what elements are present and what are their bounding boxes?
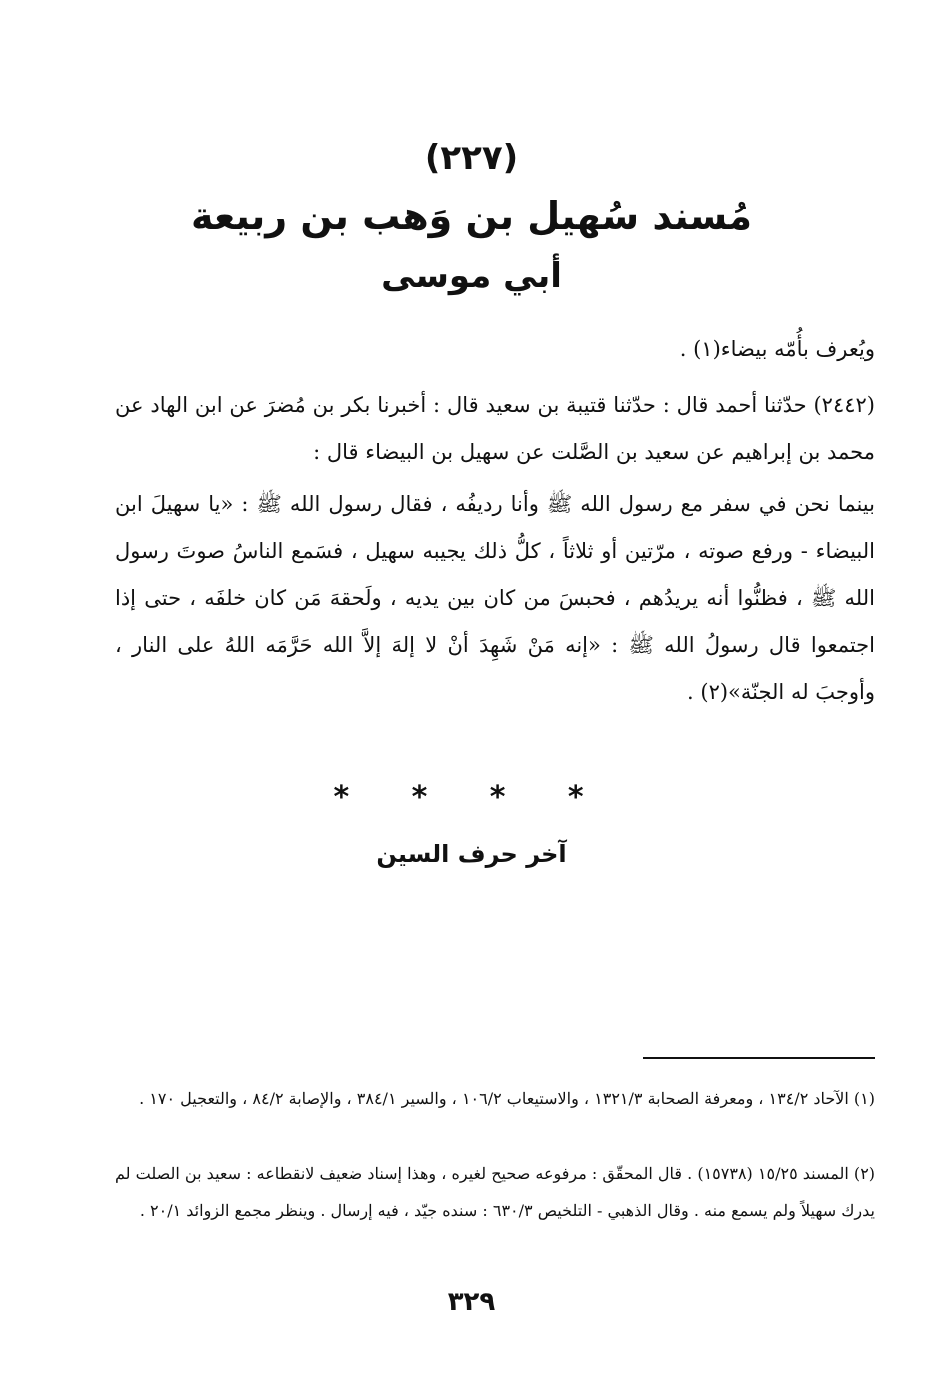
footnote-2: (٢) المسند ١٥/٢٥ (١٥٧٣٨) . قال المحقّق : مرفوعه صحيح لغيره ، وهذا إسناد ضعيف لانقطاعه : سعيد بن الصلت لم يدرك سهيلاً ولم يسمع منه . وقال الذهبي - التلخيص ٦٣٠/٣ : سنده جيّد ، فيه إرسال . وينظر مجمع الزوائد ٢٠/١ . xyxy=(115,1164,876,1220)
footnote-1: (١) الآحاد ١٣٤/٢ ، ومعرفة الصحابة ١٣٢١/٣ ، والاستيعاب ١٠٦/٢ ، والسير ٣٨٤/١ ، والإصابة ٨٤/٢ ، والتعجيل ١٧٠ . xyxy=(139,1089,875,1108)
hadith-text-paragraph: بينما نحن في سفر مع رسول الله ﷺ وأنا رديفُه ، فقال رسول الله ﷺ : «يا سهيلَ ابن البيضاء - ورفع صوته ، مرّتين أو ثلاثاً ، كلُّ ذلك يجيبه سهيل ، فسَمع الناسُ صوتَ رسول الله ﷺ ، فظنُّوا أنه يريدُهم ، فحبسَ من كان بين يديه ، ولَحقهَ مَن كان خلفَه ، حتى إذا اجتمعوا قال رسولُ الله ﷺ : «إنه مَنْ شَهِدَ أنْ لا إلهَ إلاَّ الله حَرَّمَه اللهُ على النار ، وأوجبَ له الجنّة»(٢) . xyxy=(115,492,875,704)
chapter-number: (٢٢٧) xyxy=(424,138,519,178)
isnad-paragraph: (٢٤٤٢) حدّثنا أحمد قال : حدّثنا قتيبة بن سعيد قال : أخبرنا بكر بن مُضرَ عن ابن الهاد عن محمد بن إبراهيم عن سعيد بن الصَّلت عن سهيل بن البيضاء قال : xyxy=(115,393,875,464)
chapter-subtitle: أبي موسى xyxy=(381,256,562,296)
intro-paragraph: ويُعرف بأُمّه بيضاء(١) . xyxy=(679,337,875,361)
footnote-divider xyxy=(643,1057,875,1059)
section-separator: * * * * xyxy=(333,780,610,815)
section-end-title: آخر حرف السين xyxy=(376,840,567,868)
chapter-title: مُسند سُهيل بن وَهب بن ربيعة xyxy=(191,194,752,238)
page-number: ٣٢٩ xyxy=(447,1287,496,1317)
